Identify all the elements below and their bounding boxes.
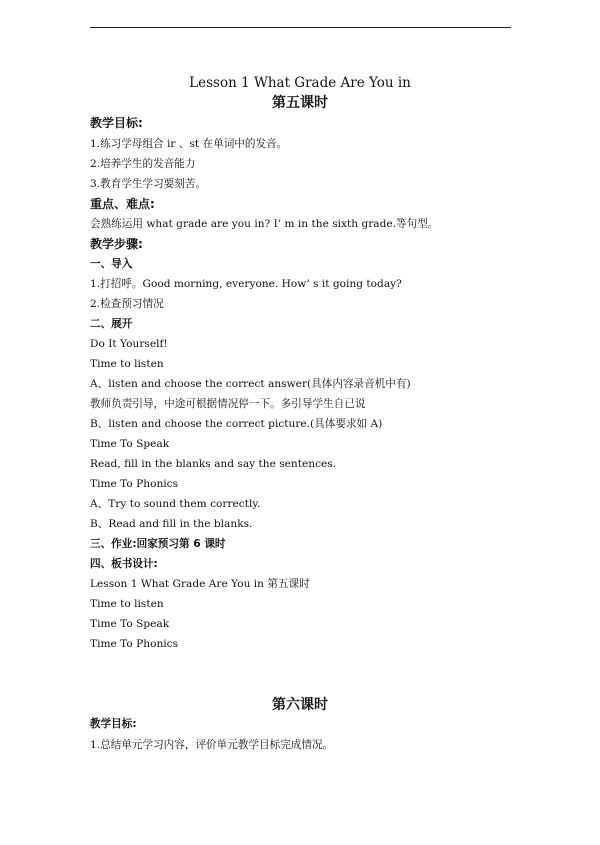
intro-item: 1.打招呼。Good morning, everyone. How’ s it going today? [90, 278, 402, 290]
top-rule [90, 27, 511, 28]
board-item: Time to listen [90, 598, 164, 610]
develop-item: Do It Yourself! [90, 338, 168, 350]
intro-item: 2.检查预习情况 [90, 298, 164, 310]
objective-item: 1.练习学母组合 ir 、st 在单词中的发音。 [90, 138, 288, 150]
board-heading: 四、板书设计: [90, 558, 158, 570]
develop-item: Read, fill in the blanks and say the sentences. [90, 458, 337, 470]
next-objectives-heading: 教学目标: [90, 718, 137, 730]
objective-item: 3.教育学生学习要刻苦。 [90, 178, 207, 190]
develop-item: 教师负责引导，中途可根据情况停一下。多引导学生自已说 [90, 398, 366, 410]
develop-heading: 二、展开 [90, 318, 133, 330]
board-item: Time To Phonics [90, 638, 179, 650]
key-points-heading: 重点、难点: [90, 197, 155, 211]
homework-heading: 三、作业:回家预习第 6 课时 [90, 538, 226, 550]
next-lesson-title: 第六课时 [272, 697, 328, 713]
objective-item: 2.培养学生的发音能力 [90, 158, 196, 170]
board-item: Time To Speak [90, 618, 170, 630]
develop-item: B、listen and choose the correct picture.(具体要求如 A) [90, 418, 383, 430]
develop-item: Time to listen [90, 358, 164, 370]
lesson-subtitle: 第五课时 [272, 95, 328, 111]
lesson-title: Lesson 1 What Grade Are You in [189, 75, 411, 91]
steps-heading: 教学步骤: [90, 237, 143, 251]
develop-item: B、Read and fill in the blanks. [90, 518, 253, 530]
intro-heading: 一、导入 [90, 258, 133, 270]
develop-item: A、listen and choose the correct answer(具体内容录音机中有) [90, 378, 411, 390]
next-objective-item: 1.总结单元学习内容，评价单元教学目标完成情况。 [90, 739, 334, 751]
develop-item: Time To Phonics [90, 478, 179, 490]
develop-item: Time To Speak [90, 438, 170, 450]
objectives-heading: 教学目标: [90, 116, 143, 130]
develop-item: A、Try to sound them correctly. [90, 498, 261, 510]
board-item: Lesson 1 What Grade Are You in 第五课时 [90, 578, 310, 590]
key-points-text: 会熟练运用 what grade are you in? I’ m in the sixth grade.等句型。 [90, 218, 439, 230]
